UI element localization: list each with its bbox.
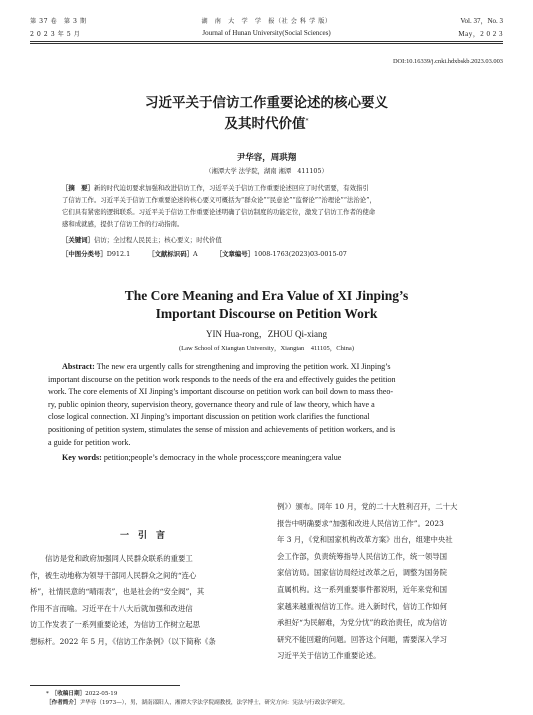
footnote-author bbox=[46, 699, 506, 708]
affiliation-en: (Law School of Xiangtan University，Xiangtan 411105，China) bbox=[179, 345, 354, 352]
author-bio: 尹华容（1973—），男，湖南邵阳人，湘潭大学法学院副教授，法学博士，研究方向：宪法与行政法学研究。 bbox=[79, 700, 349, 706]
abstract-en-label: Abstract: bbox=[62, 362, 95, 371]
header-journal-cn: 湖 南 大 学 学 报（社 会 科 学 版） bbox=[201, 18, 332, 25]
header-volume-cn: 第 37 卷 第 3 期 bbox=[30, 18, 87, 25]
abstract-cn-line: 感和成就感，提供了信访工作的行动指南。 bbox=[62, 220, 184, 228]
abstract-en-line: Abstract: The new era urgently calls for strengthening and improving the petition work. XI Jinping’s bbox=[62, 362, 391, 371]
footnote bbox=[46, 690, 506, 708]
abstract-en-line: ry, public opinion theory, supervision theory, governance theory and rule of law theory, which have a bbox=[48, 399, 375, 409]
abstract-en-line: important discourse on the petition work responds to the needs of the era and effectively guides the petition bbox=[48, 374, 396, 384]
paragraph-line: 桥”，社情民意的“晴雨表”，也是社会的“安全阀”，其 bbox=[30, 587, 205, 597]
paragraph-line: 想标杆。2022 年 5 月，《信访工作条例》（以下简称《条 bbox=[30, 636, 216, 646]
title-cn-line2-wrap bbox=[0, 112, 533, 132]
title-cn-line2: 及其时代价值 bbox=[224, 116, 306, 132]
title-cn-line1: 习近平关于信访工作重要论述的核心要义 bbox=[145, 95, 388, 111]
authors-cn: 尹华容，周珙翔 bbox=[236, 153, 297, 163]
paragraph-line: 研究不能回避的问题。回答这个问题，需要深入学习 bbox=[277, 634, 447, 644]
paragraph-line: 例》）颁布。同年 10 月，党的二十大胜利召开，二十大 bbox=[277, 502, 458, 511]
header-rule-thin bbox=[30, 43, 503, 44]
header-date-cn: 2 0 2 3 年 5 月 bbox=[30, 31, 81, 38]
title-footnote-mark: * bbox=[305, 117, 309, 125]
abstract-cn-label: ［摘 要］ bbox=[62, 184, 94, 192]
abstract-en bbox=[48, 361, 488, 449]
authors-en: YIN Hua-rong，ZHOU Qi-xiang bbox=[206, 329, 327, 339]
received-label: ［收稿日期］ bbox=[54, 691, 86, 697]
abstract-en-line: a guide for petition work. bbox=[48, 437, 131, 447]
paragraph-line: 作，被生动地称为领导干部同人民群众之间的“连心 bbox=[30, 570, 197, 580]
title-en-line2: Important Discourse on Petition Work bbox=[155, 306, 378, 321]
affiliation-cn: （湘潭大学 法学院，湖南 湘潭 411105） bbox=[205, 168, 328, 175]
abstract-cn bbox=[62, 182, 482, 230]
paragraph-line: 习近平关于信访工作重要论述。 bbox=[277, 651, 381, 661]
header-volume-en: Vol. 37，No. 3 bbox=[460, 17, 503, 25]
abstract-en-line: work. The core elements of XI Jinping’s important discourse on petition work can boil down to mass theo- bbox=[48, 387, 394, 397]
doc-code-value: A bbox=[192, 250, 198, 258]
keywords-en bbox=[62, 452, 482, 465]
abstract-cn-line: 了信访工作。习近平关于信访工作重要论述的核心要义可概括为“群众论”“民意论”“监督论”“治理论”“法治论”， bbox=[62, 196, 376, 204]
author-bio-label: ［作者简介］ bbox=[46, 700, 80, 706]
doi: DOI:10.16339/j.cnki.hdxbskb.2023.03.003 bbox=[392, 58, 503, 65]
clc-label: ［中图分类号］ bbox=[62, 250, 107, 258]
footnote-received bbox=[46, 690, 506, 699]
keywords-cn-text: 信访；全过程人民民主；核心要义；时代价值 bbox=[93, 236, 222, 244]
received-date: 2022-05-19 bbox=[85, 691, 118, 697]
paragraph-line: 年 3 月，《党和国家机构改革方案》出台，组建中央社 bbox=[277, 535, 453, 545]
keywords-cn-label: ［关键词］ bbox=[62, 236, 94, 244]
paragraph-line: 家越来越重视信访工作。进入新时代，信访工作如何 bbox=[277, 601, 447, 611]
paragraph-line: 会工作部，负责统筹指导人民信访工作，统一领导国 bbox=[277, 551, 447, 561]
abstract-en-line: close logical connection. XI Jinping’s important discussion on petition work clarifies the functional bbox=[48, 412, 370, 422]
header-date-en: May，2 0 2 3 bbox=[458, 30, 503, 38]
title-en-line1: The Core Meaning and Era Value of XI Jinping’s bbox=[124, 288, 409, 303]
footnote-rule bbox=[30, 685, 180, 686]
keywords-cn bbox=[62, 234, 222, 246]
abstract-en-line: positioning of petition system, stimulates the sense of mission and achievements of petition workers, and is bbox=[48, 424, 396, 434]
paragraph-line: 作用不言而喻。习近平在十八大后就加强和改进信 bbox=[30, 603, 193, 613]
classification-cn bbox=[62, 248, 482, 260]
keywords-en-label: Key words: bbox=[62, 453, 102, 462]
header-journal-en: Journal of Hunan University(Social Sciences) bbox=[202, 29, 331, 37]
abstract-cn-line: ［摘 要］新的时代迫切要求加强和改进信访工作，习近平关于信访工作重要论述回应了时代需要，有效指引 bbox=[62, 184, 369, 192]
header-rule bbox=[30, 41, 503, 42]
article-no-label: ［文章编号］ bbox=[215, 250, 255, 258]
footnote-mark: * bbox=[46, 691, 49, 697]
abstract-cn-line: 它们具有紧密的逻辑联系。习近平关于信访工作重要论述明确了信访制度的功能定位，激发了信访工作者的使命 bbox=[62, 208, 376, 216]
paragraph-line: 直属机构。这一系列重要事件都说明，近年来党和国 bbox=[277, 584, 447, 594]
keywords-en-text: petition;people’s democracy in the whole process;core meaning;era value bbox=[103, 453, 342, 462]
paragraph-line: 访工作发表了一系列重要论述，为信访工作树立起思 bbox=[30, 620, 200, 630]
section-heading: 一 引 言 bbox=[119, 531, 165, 541]
paragraph-line: 承担好“为民解难，为党分忧”的政治责任，成为信访 bbox=[277, 618, 448, 628]
body-right-column bbox=[277, 499, 503, 665]
doc-code-label: ［文献标识码］ bbox=[148, 250, 193, 258]
clc-value: D912.1 bbox=[106, 250, 131, 258]
paragraph-line: 报告中明确要求“加强和改进人民信访工作”。2023 bbox=[277, 518, 444, 528]
paragraph-line: 家信访局。国家信访局经过改革之后，调整为国务院 bbox=[277, 568, 447, 578]
paragraph-line: 信访是党和政府加强同人民群众联系的重要工 bbox=[45, 554, 193, 563]
article-no-value: 1008-1763(2023)03-0015-07 bbox=[254, 250, 347, 258]
body-left-column bbox=[30, 551, 256, 651]
